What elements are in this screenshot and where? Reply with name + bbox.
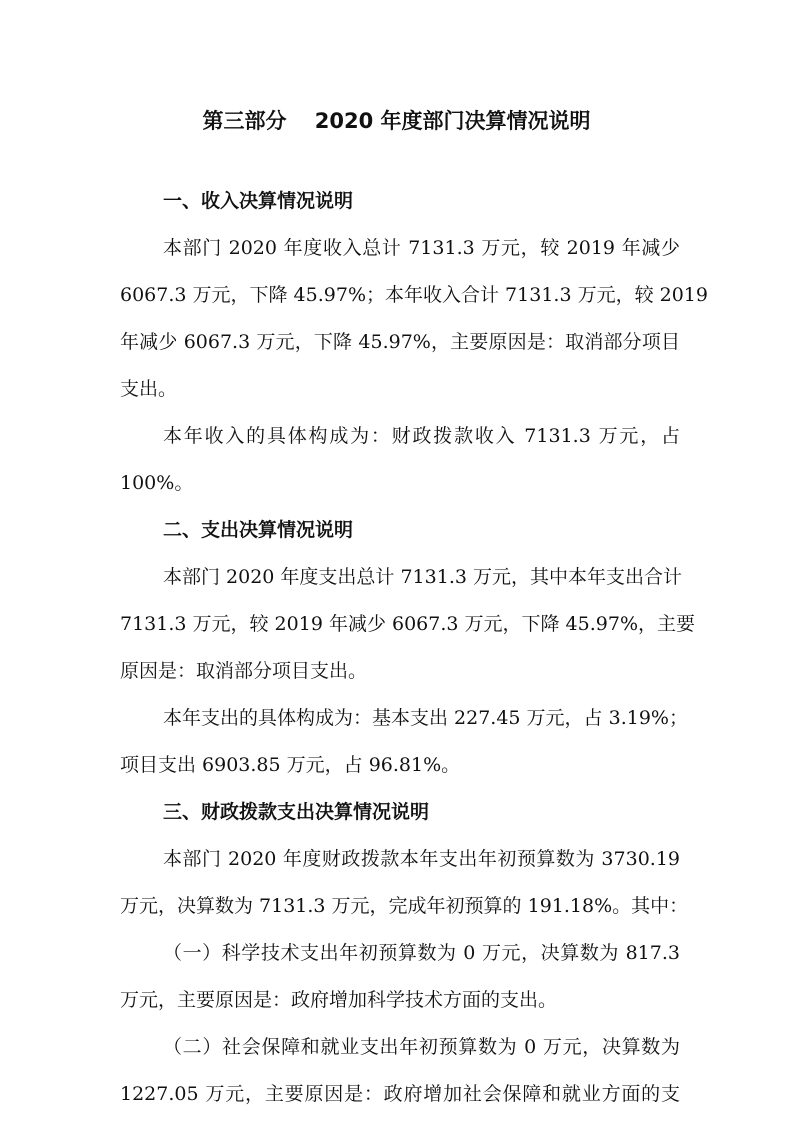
paragraph-line: 原因是：取消部分项目支出。 [120, 660, 368, 682]
paragraph-line: 项目支出 6903.85 万元，占 96.81%。 [120, 754, 461, 776]
section-heading-income: 一、收入决算情况说明 [163, 190, 354, 212]
paragraph-line: 支出。 [120, 378, 178, 400]
section-heading-fiscal: 三、财政拨款支出决算情况说明 [163, 801, 430, 823]
paragraph-line: 年减少 6067.3 万元，下降 45.97%，主要原因是：取消部分项目 [120, 331, 680, 353]
page-title: 第三部分 2020 年度部门决算情况说明 [202, 109, 591, 133]
paragraph-line: 本年收入的具体构成为：财政拨款收入 7131.3 万元，占 [163, 425, 680, 447]
section-heading-expenditure: 二、支出决算情况说明 [163, 519, 354, 541]
paragraph-line: 7131.3 万元，较 2019 年减少 6067.3 万元，下降 45.97%，主要 [120, 613, 696, 635]
paragraph-line: 万元，决算数为 7131.3 万元，完成年初预算的 191.18%。其中： [120, 895, 689, 917]
paragraph-line: 6067.3 万元，下降 45.97%；本年收入合计 7131.3 万元，较 2019 [120, 284, 708, 306]
paragraph-line: 本部门 2020 年度支出总计 7131.3 万元，其中本年支出合计 [163, 566, 682, 588]
paragraph-line: 1227.05 万元，主要原因是：政府增加社会保障和就业方面的支 [120, 1083, 680, 1105]
paragraph-line: （一）科学技术支出年初预算数为 0 万元，决算数为 817.3 [163, 942, 680, 964]
paragraph-line: （二）社会保障和就业支出年初预算数为 0 万元，决算数为 [163, 1036, 680, 1058]
paragraph-line: 万元，主要原因是：政府增加科学技术方面的支出。 [120, 989, 558, 1011]
paragraph-line: 本部门 2020 年度收入总计 7131.3 万元，较 2019 年减少 [163, 237, 680, 259]
paragraph-line: 本年支出的具体构成为：基本支出 227.45 万元，占 3.19%； [163, 707, 688, 729]
paragraph-line: 100%。 [120, 472, 194, 494]
paragraph-line: 本部门 2020 年度财政拨款本年支出年初预算数为 3730.19 [163, 848, 680, 870]
